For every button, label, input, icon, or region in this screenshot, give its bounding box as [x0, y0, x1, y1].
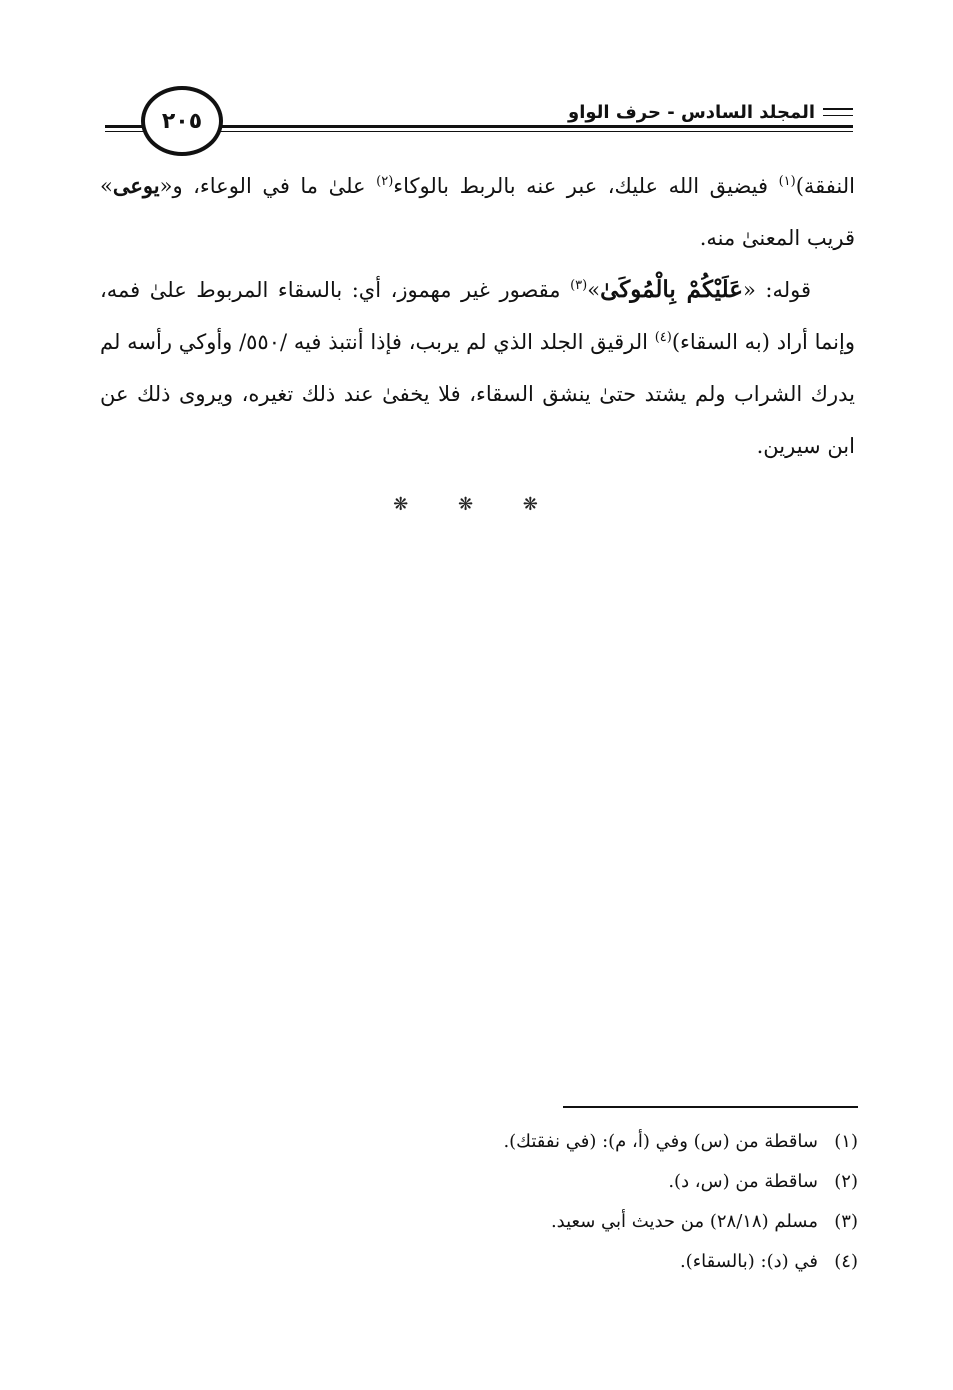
footnote-text: مسلم (٢٨/١٨) من حديث أبي سعيد.	[550, 1211, 818, 1232]
running-title: المجلد السادس - حرف الواو	[568, 102, 815, 123]
footnote-number: (١)	[834, 1131, 858, 1152]
footnote-text: في (د): (بالسقاء).	[679, 1251, 818, 1272]
text-span: علىٰ ما في الوعاء، و«	[159, 174, 377, 198]
paragraph-1	[100, 160, 855, 264]
footnote-text: ساقطة من (س) وفي (أ، م): (في نفقتك).	[503, 1131, 818, 1152]
page-header	[105, 80, 853, 154]
footnote-number: (٣)	[834, 1211, 858, 1232]
footnote-rule	[563, 1106, 858, 1108]
text-span: مقصور غير مهموز، أي: بالسقاء المربوط علىٰ فمه، وإنما أراد (به السقاء)	[100, 278, 855, 354]
footnote-ref-2: (٢)	[376, 174, 394, 189]
main-text	[100, 160, 855, 472]
text-span: »	[587, 278, 601, 302]
footnotes	[218, 1122, 858, 1282]
paragraph-2	[100, 264, 855, 472]
footnote-item	[218, 1202, 858, 1242]
page-number: ٢٠٥	[141, 86, 223, 156]
footnote-item	[218, 1242, 858, 1282]
text-span: النفقة)	[795, 174, 855, 198]
footnote-number: (٢)	[834, 1171, 858, 1192]
footnote-number: (٤)	[834, 1251, 858, 1272]
footnote-ref-4: (٤)	[654, 330, 672, 345]
footnote-ref-1: (١)	[778, 174, 796, 189]
section-separator: ❋ ❋ ❋	[393, 494, 560, 515]
footnote-item	[218, 1122, 858, 1162]
text-span: فيضيق الله عليك، عبر عنه بالربط بالوكاء	[393, 174, 779, 198]
text-span: » قريب المعنىٰ منه.	[100, 174, 855, 250]
footnote-text: ساقطة من (س، د).	[668, 1171, 818, 1192]
text-span: قوله: «	[742, 278, 811, 302]
footnote-item	[218, 1162, 858, 1202]
header-ornament-rule	[823, 108, 853, 116]
quoted-phrase: عَلَيْكُمْ بِالْمُوكَىٰ	[600, 276, 743, 303]
text-span: الرقيق الجلد الذي لم يربب، فإذا أنتبذ فيه /٥٥٠/ وأوكي رأسه لم يدرك الشراب ولم يشتد حتىٰ ينشق السقاء، فلا يخفىٰ عند ذلك تغيره، ويروى ذلك عن ابن سيرين.	[100, 330, 855, 458]
bold-term: يوعى	[112, 173, 160, 198]
footnote-ref-3: (٣)	[570, 278, 588, 293]
